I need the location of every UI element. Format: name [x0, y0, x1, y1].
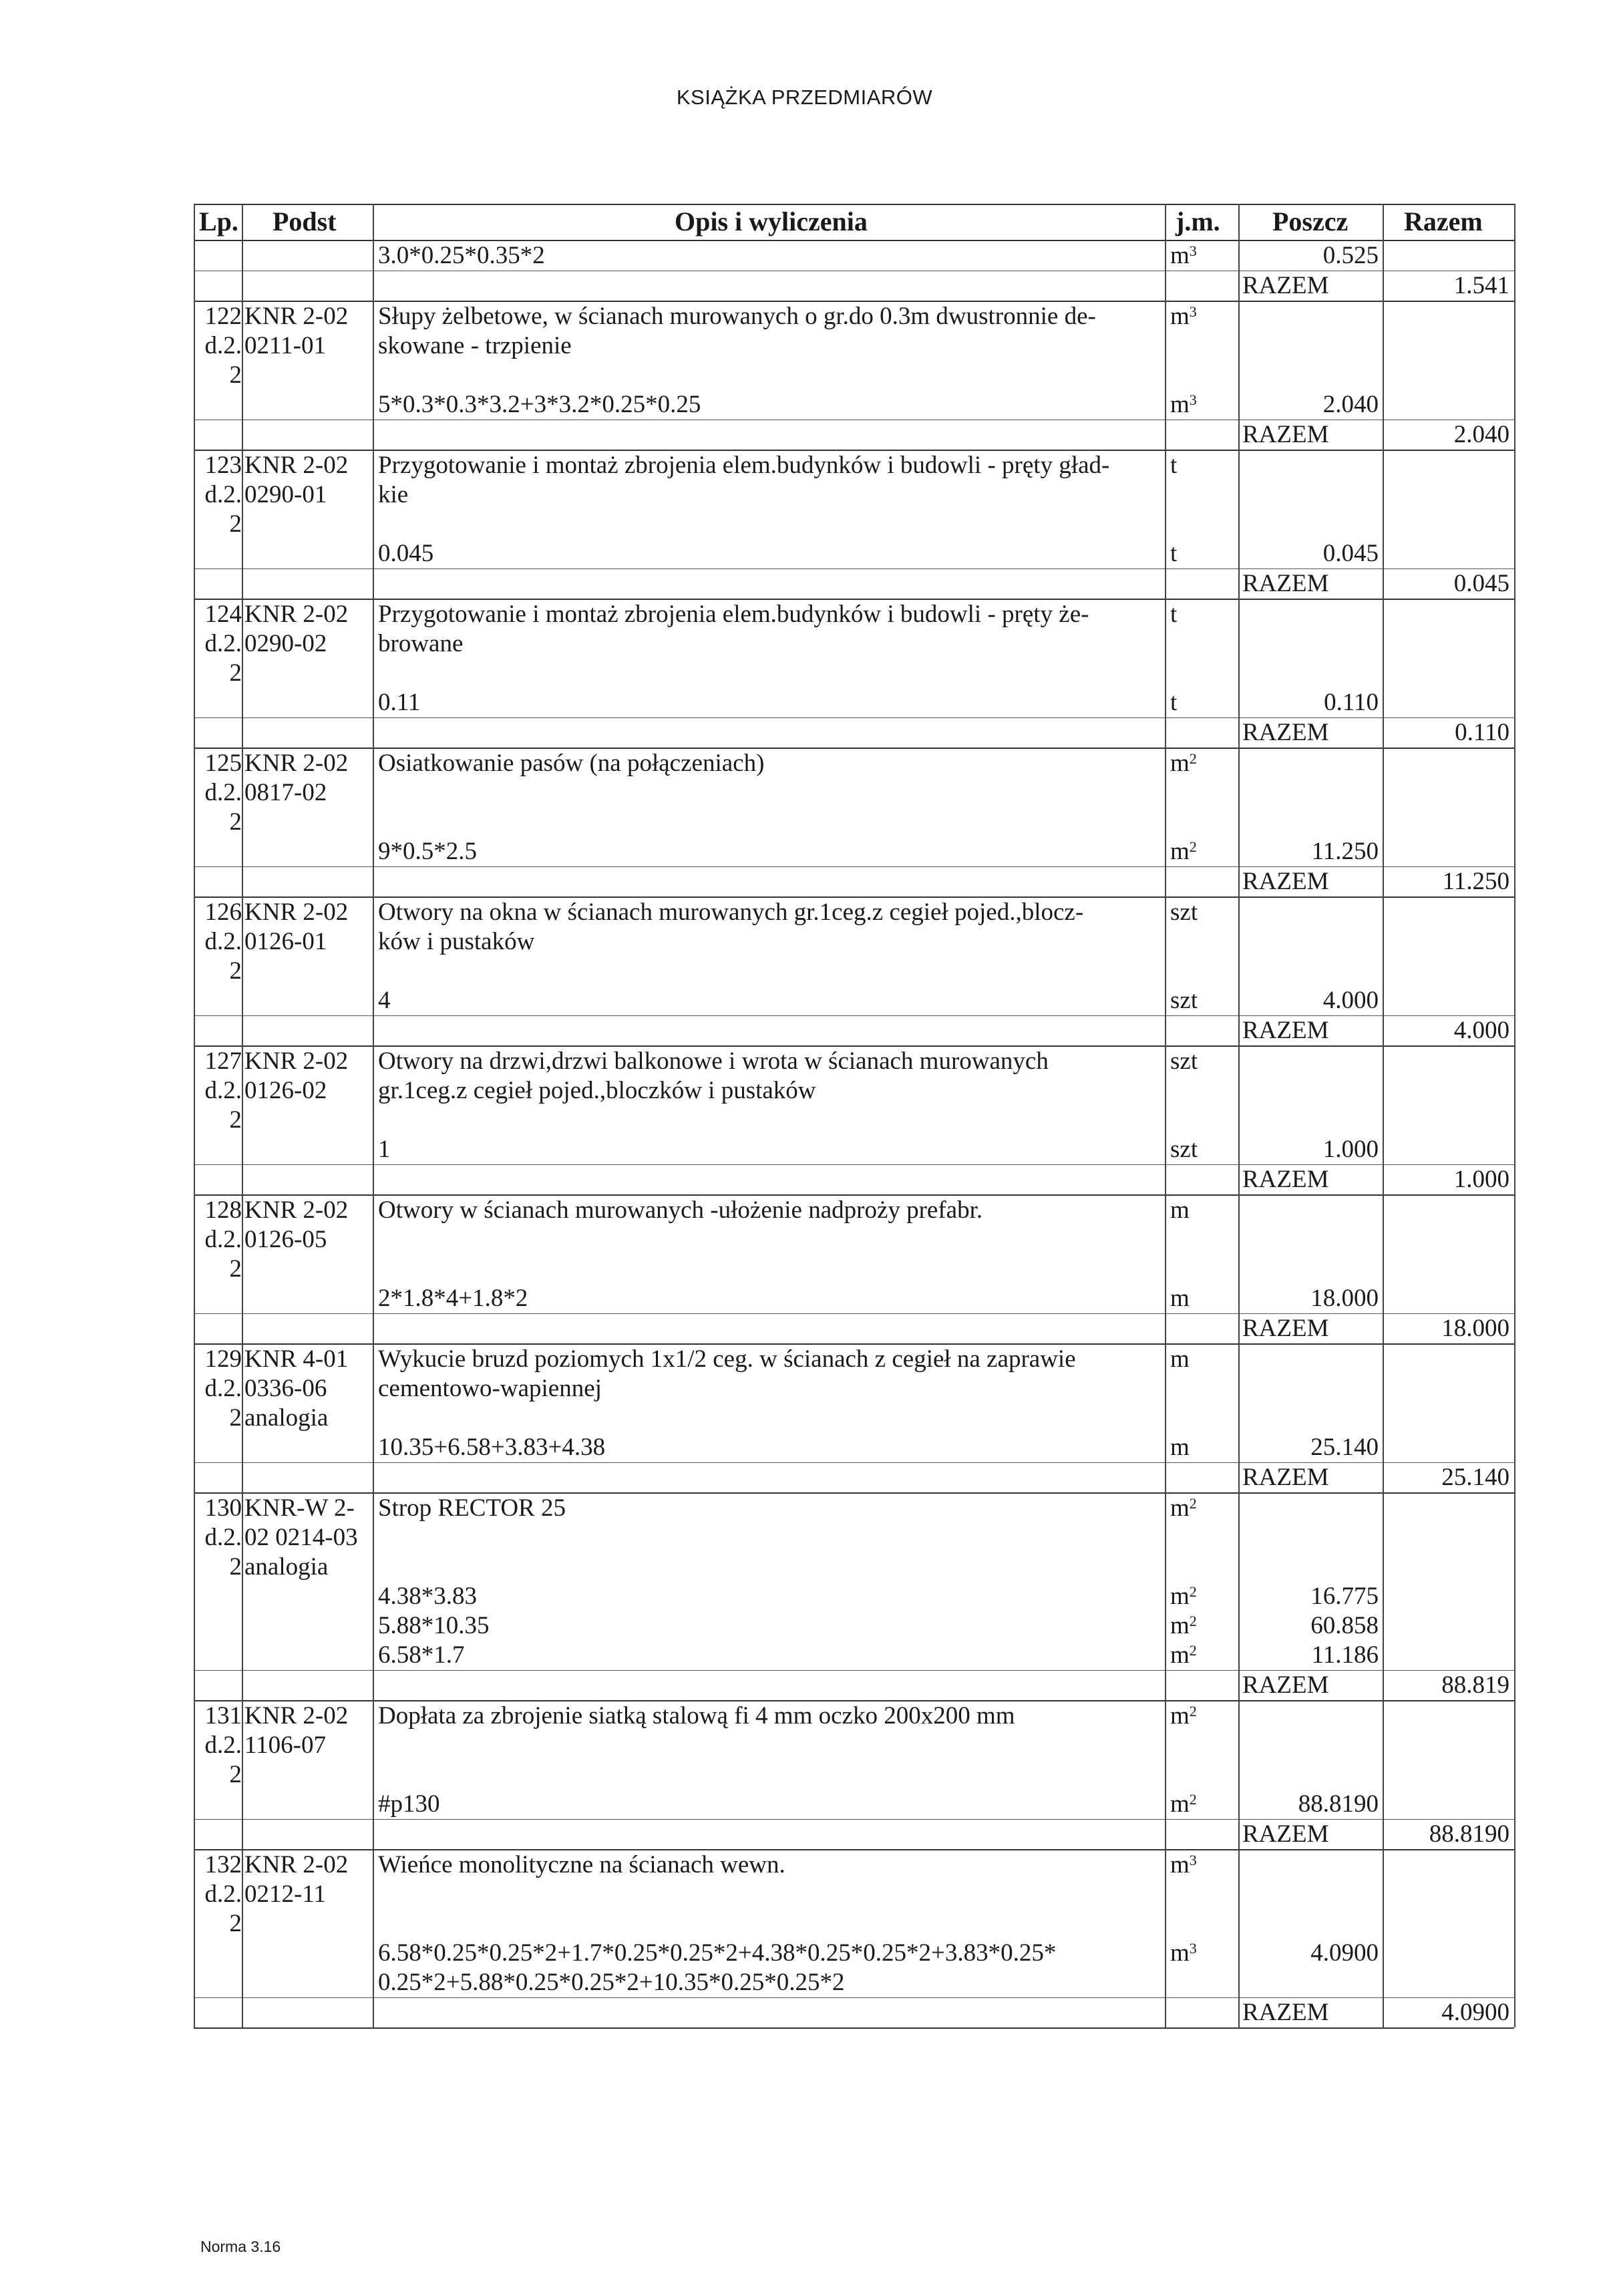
calc-poszcz: 2.040	[1322, 391, 1379, 418]
item-calc: 1	[378, 1136, 391, 1163]
item-calc: 0.11	[378, 689, 421, 716]
table-row	[194, 1849, 1514, 2027]
item-razem: 18.000	[1441, 1315, 1509, 1342]
razem-label: RAZEM	[1242, 1671, 1329, 1699]
item-lp: 123	[204, 452, 242, 479]
col-podst-header: Podst	[273, 206, 337, 236]
item-podst: 0126-05	[244, 1226, 327, 1253]
item-desc: Dopłata za zbrojenie siatką stalową fi 4 mm oczko 200x200 mm	[378, 1702, 1015, 1730]
estimate-table	[194, 204, 1514, 2027]
calc-poszcz: 4.000	[1322, 987, 1379, 1014]
item-podst: KNR 2-02	[244, 1196, 349, 1224]
item-desc: Przygotowanie i montaż zbrojenia elem.budynków i budowli - pręty gład-	[378, 452, 1110, 479]
item-unit: $m^2$	[1170, 750, 1197, 777]
item-prefix: d.2.	[204, 1524, 242, 1551]
item-calc: 6.58*0.25*0.25*2+1.7*0.25*0.25*2+4.38*0.25*0.25*2+3.83*0.25*	[378, 1939, 1057, 1967]
item-calc: 0.25*2+5.88*0.25*0.25*2+10.35*0.25*0.25*2	[378, 1969, 845, 1996]
item-razem: 25.140	[1441, 1464, 1509, 1491]
item-podst: 0212-11	[244, 1880, 326, 1908]
item-lp: 128	[204, 1196, 242, 1224]
column-divider	[1238, 204, 1240, 2027]
razem-label: RAZEM	[1242, 272, 1329, 299]
razem-label: RAZEM	[1242, 1999, 1329, 2026]
item-podst: 1106-07	[244, 1732, 326, 1759]
item-calc: 2*1.8*4+1.8*2	[378, 1285, 528, 1312]
calc-poszcz: 11.250	[1311, 838, 1379, 865]
carry-over-row	[194, 241, 1514, 301]
item-prefix: d.2.	[204, 779, 242, 806]
column-divider	[194, 204, 195, 2027]
item-prefix: d.2.	[204, 630, 242, 657]
table-row	[194, 1700, 1514, 1849]
calc-poszcz: 0.110	[1324, 689, 1379, 716]
table-header	[194, 204, 1514, 241]
calc-poszcz: 25.140	[1310, 1434, 1379, 1461]
item-razem: 4.000	[1453, 1017, 1509, 1044]
item-razem: 88.819	[1441, 1671, 1509, 1699]
item-calc: 10.35+6.58+3.83+4.38	[378, 1434, 606, 1461]
page-title: KSIĄŻKA PRZEDMIARÓW	[676, 86, 933, 109]
item-prefix: d.2.	[204, 928, 242, 955]
carry-poszcz: 0.525	[1322, 242, 1379, 269]
calc-unit: $m^3$	[1170, 1939, 1197, 1967]
table-row	[194, 450, 1514, 599]
item-desc: gr.1ceg.z cegieł pojed.,bloczków i pustaków	[378, 1077, 816, 1104]
calc-unit: szt	[1170, 1136, 1198, 1163]
calc-unit: $m^2$	[1170, 1790, 1197, 1818]
table-row	[194, 896, 1514, 1045]
calc-unit: m	[1170, 1285, 1190, 1312]
table-row	[194, 301, 1514, 450]
table-bottom-border	[194, 2027, 1514, 2029]
item-podst: KNR 2-02	[244, 750, 349, 777]
item-podst: analogia	[244, 1553, 329, 1581]
calc-unit: $m^2$	[1170, 838, 1197, 865]
item-prefix: 2	[229, 1761, 242, 1788]
table-row	[194, 1343, 1514, 1492]
item-podst: KNR 2-02	[244, 1702, 349, 1730]
item-desc: Wieńce monolityczne na ścianach wewn.	[378, 1851, 785, 1878]
razem-label: RAZEM	[1242, 1315, 1329, 1342]
item-podst: analogia	[244, 1404, 329, 1432]
razem-label: RAZEM	[1242, 1017, 1329, 1044]
item-prefix: 2	[229, 1106, 242, 1134]
item-podst: 02 0214-03	[244, 1524, 358, 1551]
item-podst: 0817-02	[244, 779, 327, 806]
column-divider	[242, 204, 243, 2027]
razem-label: RAZEM	[1242, 1464, 1329, 1491]
item-prefix: 2	[229, 1404, 242, 1432]
item-desc: Otwory na drzwi,drzwi balkonowe i wrota w ścianach murowanych	[378, 1047, 1049, 1075]
item-podst: KNR 2-02	[244, 452, 349, 479]
item-desc: Wykucie bruzd poziomych 1x1/2 ceg. w ścianach z cegieł na zaprawie	[378, 1345, 1076, 1373]
table-row	[194, 1045, 1514, 1194]
item-unit: $m^3$	[1170, 1851, 1197, 1878]
item-desc: kie	[378, 481, 409, 508]
item-prefix: 2	[229, 361, 242, 389]
item-podst: KNR 2-02	[244, 303, 349, 330]
calc-unit: m	[1170, 1434, 1190, 1461]
carry-razem: 1.541	[1453, 272, 1509, 299]
column-divider	[373, 204, 374, 2027]
item-desc: Otwory w ścianach murowanych -ułożenie nadproży prefabr.	[378, 1196, 983, 1224]
item-calc: 5*0.3*0.3*3.2+3*3.2*0.25*0.25	[378, 391, 701, 418]
column-divider	[1383, 204, 1384, 2027]
column-divider	[1514, 204, 1515, 2027]
item-desc: Otwory na okna w ścianach murowanych gr.1ceg.z cegieł pojed.,blocz-	[378, 898, 1084, 926]
item-prefix: d.2.	[204, 481, 242, 508]
item-unit: $m^3$	[1170, 303, 1197, 330]
table-row	[194, 1194, 1514, 1343]
col-razem-header: Razem	[1404, 206, 1483, 236]
calc-unit: $m^2$	[1170, 1583, 1197, 1610]
item-unit: $m^2$	[1170, 1702, 1197, 1730]
item-podst: KNR 2-02	[244, 1851, 349, 1878]
footer-version: Norma 3.16	[200, 2238, 281, 2255]
item-razem: 4.0900	[1441, 1999, 1509, 2026]
item-prefix: d.2.	[204, 1226, 242, 1253]
razem-label: RAZEM	[1242, 1166, 1329, 1193]
item-calc: 4.38*3.83	[378, 1583, 477, 1610]
razem-label: RAZEM	[1242, 868, 1329, 895]
item-lp: 126	[204, 898, 242, 926]
item-desc: browane	[378, 630, 464, 657]
item-razem: 88.8190	[1429, 1820, 1509, 1848]
col-lp-header: Lp.	[199, 206, 238, 236]
carry-unit: $m^3$	[1170, 242, 1197, 269]
item-prefix: d.2.	[204, 1732, 242, 1759]
item-podst: KNR 4-01	[244, 1345, 349, 1373]
item-prefix: 2	[229, 957, 242, 985]
items-list	[194, 301, 1514, 2027]
item-calc: 6.58*1.7	[378, 1641, 465, 1669]
item-podst: KNR-W 2-	[244, 1494, 355, 1522]
item-calc: 0.045	[378, 540, 434, 567]
item-podst: 0290-01	[244, 481, 327, 508]
item-lp: 129	[204, 1345, 242, 1373]
carry-calc: 3.0*0.25*0.35*2	[378, 242, 545, 269]
item-razem: 2.040	[1453, 421, 1509, 448]
item-razem: 1.000	[1453, 1166, 1509, 1193]
item-razem: 0.045	[1453, 570, 1509, 597]
calc-unit: t	[1170, 540, 1178, 567]
col-poszcz-header: Poszcz	[1272, 206, 1349, 236]
item-prefix: d.2.	[204, 1375, 242, 1402]
calc-poszcz: 11.186	[1311, 1641, 1379, 1669]
item-prefix: 2	[229, 659, 242, 687]
razem-label: RAZEM	[1242, 570, 1329, 597]
calc-poszcz: 18.000	[1310, 1285, 1379, 1312]
item-lp: 132	[204, 1851, 242, 1878]
item-unit: m	[1170, 1345, 1190, 1373]
razem-label: RAZEM	[1242, 719, 1329, 746]
item-desc: Strop RECTOR 25	[378, 1494, 566, 1522]
calc-unit: szt	[1170, 987, 1198, 1014]
item-unit: m	[1170, 1196, 1190, 1224]
item-prefix: d.2.	[204, 1077, 242, 1104]
table-row	[194, 1492, 1514, 1700]
item-prefix: 2	[229, 510, 242, 538]
item-lp: 122	[204, 303, 242, 330]
item-razem: 11.250	[1442, 868, 1509, 895]
item-unit: t	[1170, 452, 1178, 479]
item-podst: KNR 2-02	[244, 1047, 349, 1075]
item-prefix: d.2.	[204, 1880, 242, 1908]
col-jm-header: j.m.	[1176, 206, 1220, 236]
item-desc: Przygotowanie i montaż zbrojenia elem.budynków i budowli - pręty że-	[378, 601, 1089, 628]
item-lp: 125	[204, 750, 242, 777]
calc-poszcz: 4.0900	[1310, 1939, 1379, 1967]
item-podst: 0211-01	[244, 332, 326, 359]
item-podst: 0126-01	[244, 928, 327, 955]
item-lp: 124	[204, 601, 242, 628]
item-unit: t	[1170, 601, 1178, 628]
calc-unit: $m^2$	[1170, 1612, 1197, 1639]
item-prefix: 2	[229, 1553, 242, 1581]
item-desc: Osiatkowanie pasów (na połączeniach)	[378, 750, 765, 777]
calc-poszcz: 0.045	[1322, 540, 1379, 567]
item-podst: 0126-02	[244, 1077, 327, 1104]
calc-unit: $m^3$	[1170, 391, 1197, 418]
item-razem: 0.110	[1455, 719, 1509, 746]
item-calc: 5.88*10.35	[378, 1612, 490, 1639]
item-desc: cementowo-wapiennej	[378, 1375, 602, 1402]
item-unit: szt	[1170, 898, 1198, 926]
item-prefix: 2	[229, 1255, 242, 1283]
item-unit: $m^2$	[1170, 1494, 1197, 1522]
razem-label: RAZEM	[1242, 421, 1329, 448]
table-row	[194, 599, 1514, 748]
col-opis-header: Opis i wyliczenia	[675, 206, 868, 236]
calc-poszcz: 60.858	[1310, 1612, 1379, 1639]
calc-unit: t	[1170, 689, 1178, 716]
item-lp: 131	[204, 1702, 242, 1730]
calc-poszcz: 16.775	[1310, 1583, 1379, 1610]
item-desc: skowane - trzpienie	[378, 332, 572, 359]
item-podst: KNR 2-02	[244, 601, 349, 628]
calc-poszcz: 1.000	[1322, 1136, 1379, 1163]
column-divider	[1165, 204, 1166, 2027]
item-desc: ków i pustaków	[378, 928, 535, 955]
item-lp: 130	[204, 1494, 242, 1522]
item-podst: KNR 2-02	[244, 898, 349, 926]
table-row	[194, 748, 1514, 896]
item-podst: 0336-06	[244, 1375, 327, 1402]
item-podst: 0290-02	[244, 630, 327, 657]
item-prefix: 2	[229, 1910, 242, 1937]
item-unit: szt	[1170, 1047, 1198, 1075]
item-calc: 4	[378, 987, 391, 1014]
calc-poszcz: 88.8190	[1298, 1790, 1379, 1818]
item-lp: 127	[204, 1047, 242, 1075]
calc-unit: $m^2$	[1170, 1641, 1197, 1669]
item-calc: #p130	[378, 1790, 440, 1818]
item-calc: 9*0.5*2.5	[378, 838, 477, 865]
item-prefix: d.2.	[204, 332, 242, 359]
item-prefix: 2	[229, 808, 242, 836]
razem-label: RAZEM	[1242, 1820, 1329, 1848]
item-desc: Słupy żelbetowe, w ścianach murowanych o gr.do 0.3m dwustronnie de-	[378, 303, 1096, 330]
